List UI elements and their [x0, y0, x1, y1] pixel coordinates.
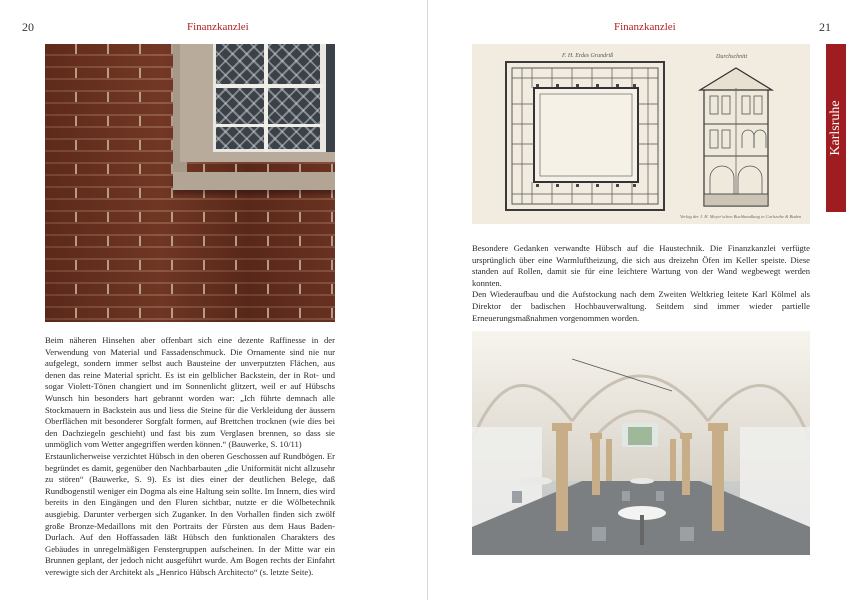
paragraph: Den Wiederaufbau und die Aufstockung nach dem Zweiten Weltkrieg leitete Karl Kölmel als Direktor der badischen Hochbauverwaltung. Seitdem sind immer wieder partielle Erneuerungsmaßnahmen vorgenommen worden. [472, 289, 810, 323]
section-tab [826, 44, 846, 212]
paragraph: Beim näheren Hinsehen aber offenbart sich eine dezente Raffinesse in der Verwendung von Material und Fassadenschmuck. Die Ornamente sind nie nur aufgelegt, sondern immer selbst auch Bausteine der unverputzten Flächen, aus denen das reine Material spricht. Es ist ein gelblicher Backstein, der in Rot- und sogar Violett-Tönen changiert und im Sonnenlicht glitzert, weil er auf Hübschs Wunsch hin besonders hart gebrannt worden war: „Ich führte demnach alle Stockmauern in Backstein aus und liess die Steine für die Verkleidung der äussern Oberflächen mit besonderer Sorgfalt formen, auf Brettchen trocknen (wie dies bei den Dachziegeln geschieht) und fast bis zum Verglasen brennen, so dass sie unmöglich vom Wetter angegriffen werden können.“ (Bauwerke, S. 10/11) [45, 335, 335, 450]
plan-caption-left: F. H. Erdes Grundriß [562, 53, 614, 59]
paragraph: Erstaunlicherweise verzichtet Hübsch in den oberen Geschossen auf Rundbögen. Er begründet es damit, gegenüber den Nachbarbauten „die Uniformität nicht allzusehr zu stören“ (Bauwerke, S. 9). Es ist dies einer der deutlichen Belege, daß Rundbogenstil weniger ein Dogma als eine Haltung sein sollte. Im Innern, dies wird bereits in den Eingängen und den Fluren sichtbar, nutzte er die Wölbetechnik ausgiebig. Darunter verbergen sich Zuganker. In den Vorhallen finden sich zwölf große Bronze-Medaillons mit den Portraits der Fürsten aus dem Haus Baden-Durlach. Auf den Hoffassaden läßt Hübsch den funktionalen Charakters des Gebäudes in unregelmäßigen Fenstergruppen aufscheinen. In der Mitte war ein Brunnen geplant, der jedoch nicht ausgeführt wurde. Am Bogen rechts der Einfahrt verewigte sich der Architekt als „Henrico Hübsch Architecto“ (s. letzte Seite). [45, 450, 335, 577]
vaulted-interior-photo [472, 331, 810, 555]
floor-plan-drawing [472, 44, 810, 224]
plan-caption-right: Durchschnitt [716, 54, 748, 60]
plan-signature: Verlag der J. H. Meyer'schen Buchhandlung in Carlsruhe & Baden [680, 214, 802, 219]
paragraph: Besondere Gedanken verwandte Hübsch auf die Haustechnik. Die Finanzkanzlei verfügte ursprünglich über eine Warmluftheizung, die sich aus dreizehn Öfen im Keller speiste. Diese standen auf Rollen, damit sie für eine leichtere Wartung von der Wand wegbewegt werden konnten. [472, 243, 810, 288]
section-tab-label: Karlsruhe [828, 100, 843, 156]
body-text-left [45, 335, 335, 578]
body-text-right [472, 243, 810, 324]
page-number-left: 20 [22, 20, 34, 34]
brick-wall-photo [45, 44, 335, 322]
running-head-left: Finanzkanzlei [187, 21, 249, 33]
running-head-right: Finanzkanzlei [614, 21, 676, 33]
page-number-right: 21 [819, 20, 831, 34]
